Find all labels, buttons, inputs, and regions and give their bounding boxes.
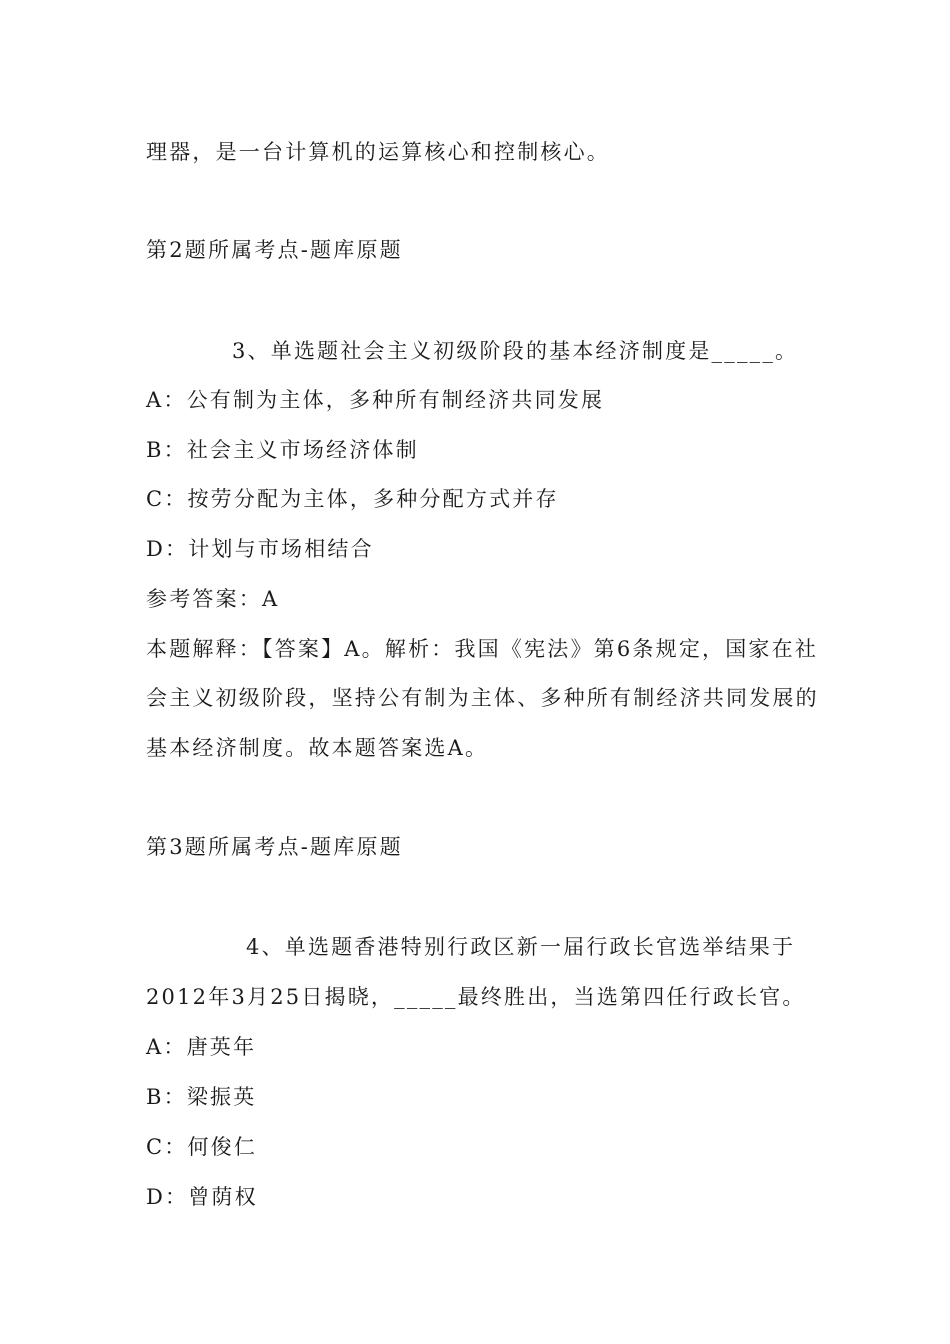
q4-option-c: C：何俊仁 xyxy=(146,1135,258,1159)
q3-explanation-line-2: 会主义初级阶段，坚持公有制为主体、多种所有制经济共同发展的 xyxy=(146,686,819,710)
q3-answer: 参考答案：A xyxy=(146,587,280,611)
q3-option-d: D：计划与市场相结合 xyxy=(146,537,374,561)
q2-knowledge-point: 第2题所属考点-题库原题 xyxy=(146,238,403,262)
q4-option-a: A：唐英年 xyxy=(146,1035,257,1059)
q4-option-d: D：曾荫权 xyxy=(146,1185,258,1209)
continuation-text: 理器，是一台计算机的运算核心和控制核心。 xyxy=(146,140,610,164)
q3-option-b: B：社会主义市场经济体制 xyxy=(146,438,419,462)
q3-option-a: A：公有制为主体，多种所有制经济共同发展 xyxy=(146,388,605,412)
q3-explanation-line-3: 基本经济制度。故本题答案选A。 xyxy=(146,736,489,760)
q3-question: 3、单选题社会主义初级阶段的基本经济制度是_____。 xyxy=(232,339,799,363)
q3-option-c: C：按劳分配为主体，多种分配方式并存 xyxy=(146,487,559,511)
q3-explanation-line-1: 本题解释：【答案】A。解析：我国《宪法》第6条规定，国家在社 xyxy=(146,637,819,661)
q4-option-b: B：梁振英 xyxy=(146,1085,257,1109)
q4-question-line-1: 4、单选题香港特别行政区新一届行政长官选举结果于 xyxy=(246,935,796,959)
q3-knowledge-point: 第3题所属考点-题库原题 xyxy=(146,835,403,859)
q4-question-line-2: 2012年3月25日揭晓，_____最终胜出，当选第四任行政长官。 xyxy=(146,985,806,1009)
